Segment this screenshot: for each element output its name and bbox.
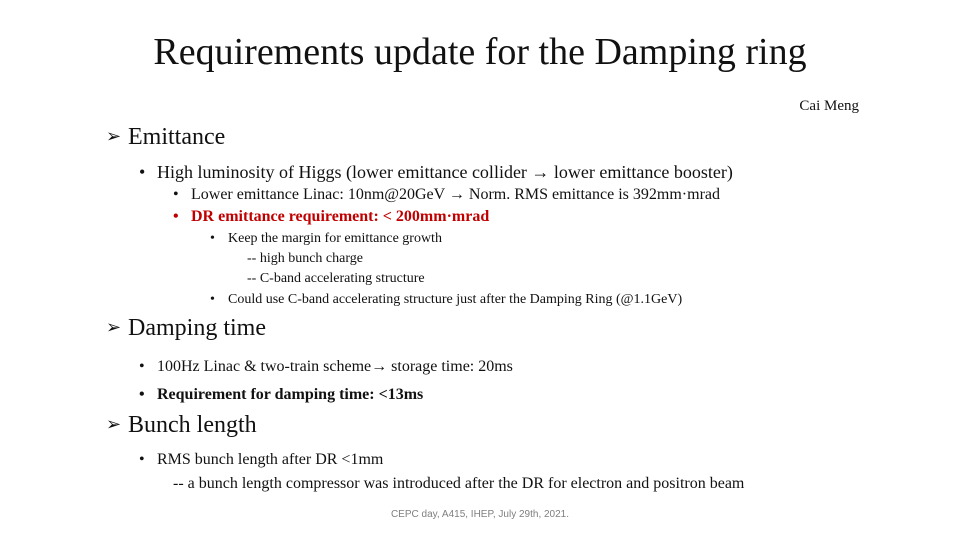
section-heading-label: Emittance	[128, 124, 226, 150]
list-item	[139, 451, 383, 469]
list-item-text: 100Hz Linac & two-train scheme→ storage time: 20ms	[157, 358, 513, 375]
slide-footer: CEPC day, A415, IHEP, July 29th, 2021.	[390, 509, 570, 520]
dot-bullet-icon: •	[173, 208, 179, 225]
arrow-bullet-icon: ➢	[106, 126, 122, 147]
slide-title: Requirements update for the Damping ring	[153, 31, 807, 73]
list-item-subline: -- C-band accelerating structure	[247, 271, 425, 286]
list-item-text: Could use C-band accelerating structure just after the Damping Ring (@1.1GeV)	[228, 292, 683, 307]
list-item	[139, 358, 513, 376]
dot-bullet-icon: •	[210, 292, 215, 307]
list-item-subline: -- a bunch length compressor was introduced after the DR for electron and positron beam	[173, 475, 745, 492]
dot-bullet-icon: •	[210, 231, 215, 246]
list-item-text: RMS bunch length after DR <1mm	[157, 451, 384, 468]
list-item-text: DR emittance requirement: < 200mm·mrad	[191, 208, 490, 225]
list-item-text: Requirement for damping time: <13ms	[157, 386, 424, 403]
list-item-text: Keep the margin for emittance growth	[228, 231, 442, 246]
list-item	[173, 186, 720, 204]
list-item	[139, 162, 733, 183]
list-item-highlight	[173, 208, 489, 226]
dot-bullet-icon: •	[139, 358, 145, 375]
list-item	[210, 231, 442, 247]
section-heading-emittance	[106, 124, 225, 151]
list-item-bold	[139, 386, 423, 404]
dot-bullet-icon: •	[139, 451, 145, 468]
section-heading-label: Bunch length	[128, 412, 257, 438]
dot-bullet-icon: •	[173, 186, 179, 203]
list-item-subline: -- high bunch charge	[247, 251, 363, 266]
dot-bullet-icon: •	[139, 386, 145, 403]
list-item-text: High luminosity of Higgs (lower emittance collider → lower emittance booster)	[157, 162, 733, 182]
section-heading-bunch-length	[106, 412, 257, 439]
section-heading-label: Damping time	[128, 315, 266, 341]
section-heading-damping-time	[106, 315, 266, 342]
list-item	[210, 292, 682, 308]
arrow-bullet-icon: ➢	[106, 414, 122, 435]
dot-bullet-icon: •	[139, 162, 146, 182]
arrow-bullet-icon: ➢	[106, 317, 122, 338]
author-name: Cai Meng	[799, 98, 859, 114]
list-item-text: Lower emittance Linac: 10nm@20GeV → Norm. RMS emittance is 392mm·mrad	[191, 186, 720, 203]
